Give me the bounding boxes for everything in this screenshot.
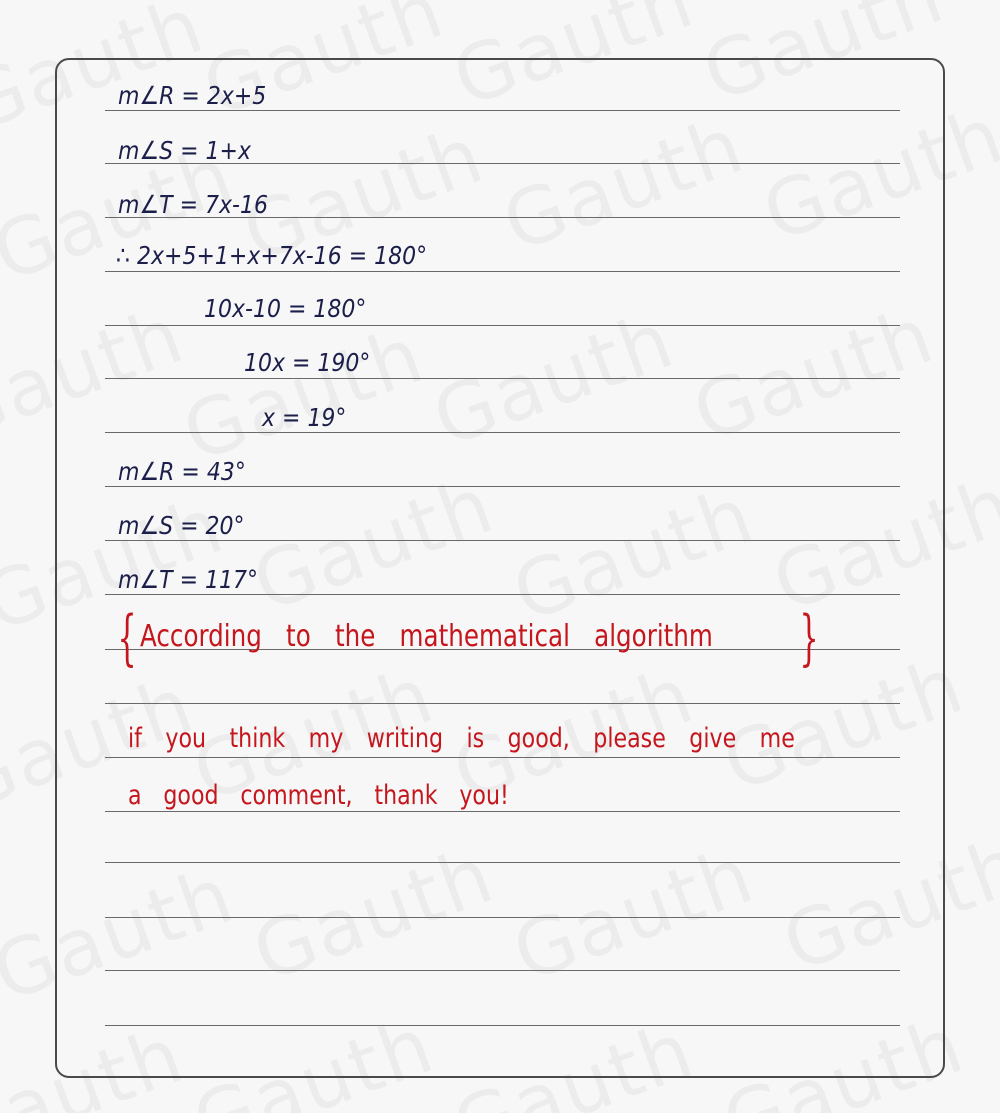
ruled-line [105, 486, 900, 487]
comment-request-line-2: a good comment, thank you! [128, 780, 509, 811]
ruled-line [105, 862, 900, 863]
comment-request-line-1: if you think my writing is good, please give me [128, 723, 795, 754]
ruled-line [105, 594, 900, 595]
work-line-angle-t: m∠T = 7x-16 [118, 190, 268, 219]
ruled-line [105, 378, 900, 379]
work-line-x-solution: x = 19° [262, 403, 347, 432]
work-line-simplified: 10x-10 = 180° [204, 294, 367, 323]
ruled-line [105, 811, 900, 812]
work-line-angle-t-result: m∠T = 117° [118, 565, 259, 594]
ruled-line [105, 703, 900, 704]
work-line-angle-r-result: m∠R = 43° [118, 457, 246, 486]
note-text: According to the mathematical algorithm [140, 619, 713, 654]
ruled-line [105, 970, 900, 971]
work-line-sum-equation: ∴ 2x+5+1+x+7x-16 = 180° [116, 241, 428, 270]
ruled-line [105, 1025, 900, 1026]
ruled-line [105, 271, 900, 272]
ruled-line [105, 432, 900, 433]
work-line-angle-r: m∠R = 2x+5 [118, 81, 267, 110]
work-line-angle-s-result: m∠S = 20° [118, 511, 245, 540]
note-open-brace: { [117, 603, 137, 673]
ruled-line [105, 757, 900, 758]
ruled-line [105, 110, 900, 111]
note-close-brace: } [799, 603, 819, 673]
ruled-line [105, 325, 900, 326]
work-line-angle-s: m∠S = 1+x [118, 136, 251, 165]
work-line-combined: 10x = 190° [244, 348, 371, 377]
ruled-line [105, 917, 900, 918]
ruled-line [105, 540, 900, 541]
